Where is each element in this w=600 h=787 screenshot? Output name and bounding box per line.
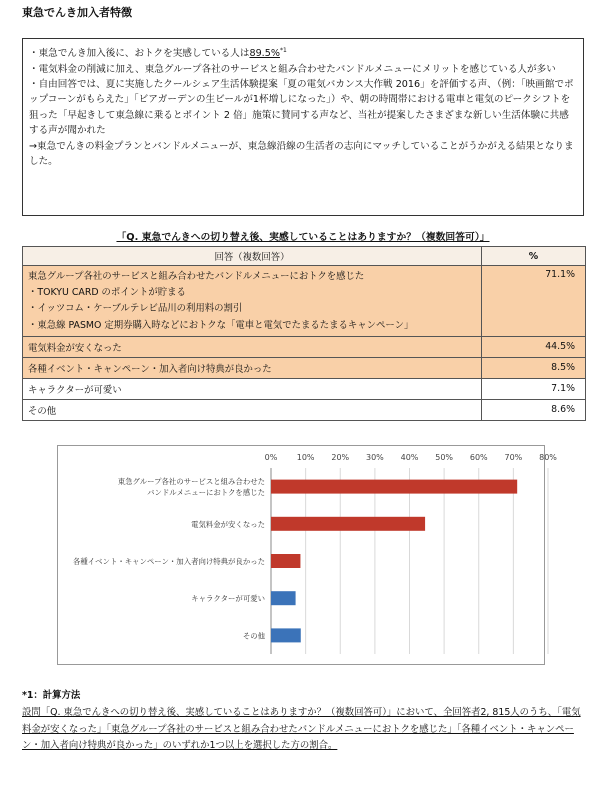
x-tick-label: 20% [331,453,350,462]
table-row [23,266,586,337]
survey-question: 「Q. 東急でんきへの切り替え後、実感していることはありますか？（複数回答可）」 [116,232,490,243]
x-tick-label: 60% [469,453,488,462]
bar [271,591,296,605]
summary-line-1-text: ・東急でんき加入後に、おトクを実感している人は [29,48,250,60]
summary-line-2: ・電気料金の削減に加え、東急グループ各社のサービスと組み合わせたバンドルメニューにメリットを感じている人が多い [29,63,556,75]
summary-line-1 [29,43,577,62]
bar [271,554,300,568]
bar-chart-svg [58,446,557,664]
category-label: キャラクターが可愛い [191,594,265,604]
footnote-body: 設問「Q. 東急でんきへの切り替え後、実感していることはありますか？（複数回答可）」において、全回答者2, 815人のうち、「電気料金が安くなった」「東急グループ各社のサービスと組み合わせたバンドルメニューにおトクを感じた」「各種イベント・キャンペーン・加入者向け特典が良かった」のいずれか1つ以上を選択した方の割合。 [22,706,581,752]
percent-cell: 7.1% [482,378,586,399]
percent-cell: 8.6% [482,399,586,420]
answer-cell: キャラクターが可愛い [23,378,482,399]
bar [271,480,517,494]
table-row [23,378,586,399]
answer-sub: ・TOKYU CARD のポイントが貯まる [28,287,186,299]
x-tick-label: 70% [504,453,523,462]
percent-cell: 71.1% [482,266,586,337]
x-tick-label: 0% [264,453,278,462]
answer-cell: 各種イベント・キャンペーン・加入者向け特典が良かった [23,357,482,378]
summary-line-4: →東急でんきの料金プランとバンドルメニューが、東急線沿線の生活者の志向にマッチしていることがうかがえる結果となりました。 [29,140,574,168]
answer-main: 東急グループ各社のサービスと組み合わせたバンドルメニューにおトクを感じた [28,271,365,282]
category-label: 各種イベント・キャンペーン・加入者向け特典が良かった [72,557,265,566]
footnote-heading: *1：計算方法 [22,690,81,701]
column-header-answer: 回答（複数回答） [23,247,482,266]
summary-box [22,38,584,216]
category-label: バンドルメニューにおトクを感じた [147,488,265,498]
answer-sub: ・東急線 PASMO 定期券購入時などにおトクな「電車と電気でたまるたまるキャンペーン」 [28,319,414,331]
page-title: 東急でんき加入者特徴 [22,6,132,19]
table-row [23,336,586,357]
summary-line-3: ・自由回答では、夏に実施したクールシェア生活体験提案「夏の電気バカンス大作戦 2016」を評価する声、（例：「映画館でポップコーンがもらえた」「ビアガーデンの生ビールが1杯増しになった」）や、朝の時間帯における電車と電気のピークシフトを狙った「早起きして東急線に乗るとポイント 2 倍」施策に賛同する声など、当社が提案したさまざまな新しい生活体験に共感する声が聞かれた [29,79,574,137]
bar [271,517,425,531]
category-label: 電気料金が安くなった [191,519,265,529]
x-tick-label: 30% [365,453,384,462]
footnote-marker: *1 [279,47,287,54]
footnote [22,688,584,755]
category-label: 東急グループ各社のサービスと組み合わせた [117,477,265,487]
x-tick-label: 80% [539,453,557,462]
table-row [23,399,586,420]
summary-highlight-value: 89.5% [249,48,280,60]
category-label: その他 [242,631,265,641]
column-header-percent: % [482,247,586,266]
answer-sub: ・イッツコム・ケーブルテレビ品川の利用料の割引 [28,303,243,315]
percent-cell: 44.5% [482,336,586,357]
table-row [23,357,586,378]
x-tick-label: 50% [435,453,454,462]
answer-cell: 電気料金が安くなった [23,336,482,357]
x-tick-label: 40% [400,453,419,462]
answer-cell [23,266,482,337]
bar [271,628,301,642]
table-header-row [23,247,586,266]
results-table [22,246,586,421]
percent-cell: 8.5% [482,357,586,378]
bar-chart [57,445,557,665]
x-tick-label: 10% [296,453,315,462]
answer-cell: その他 [23,399,482,420]
